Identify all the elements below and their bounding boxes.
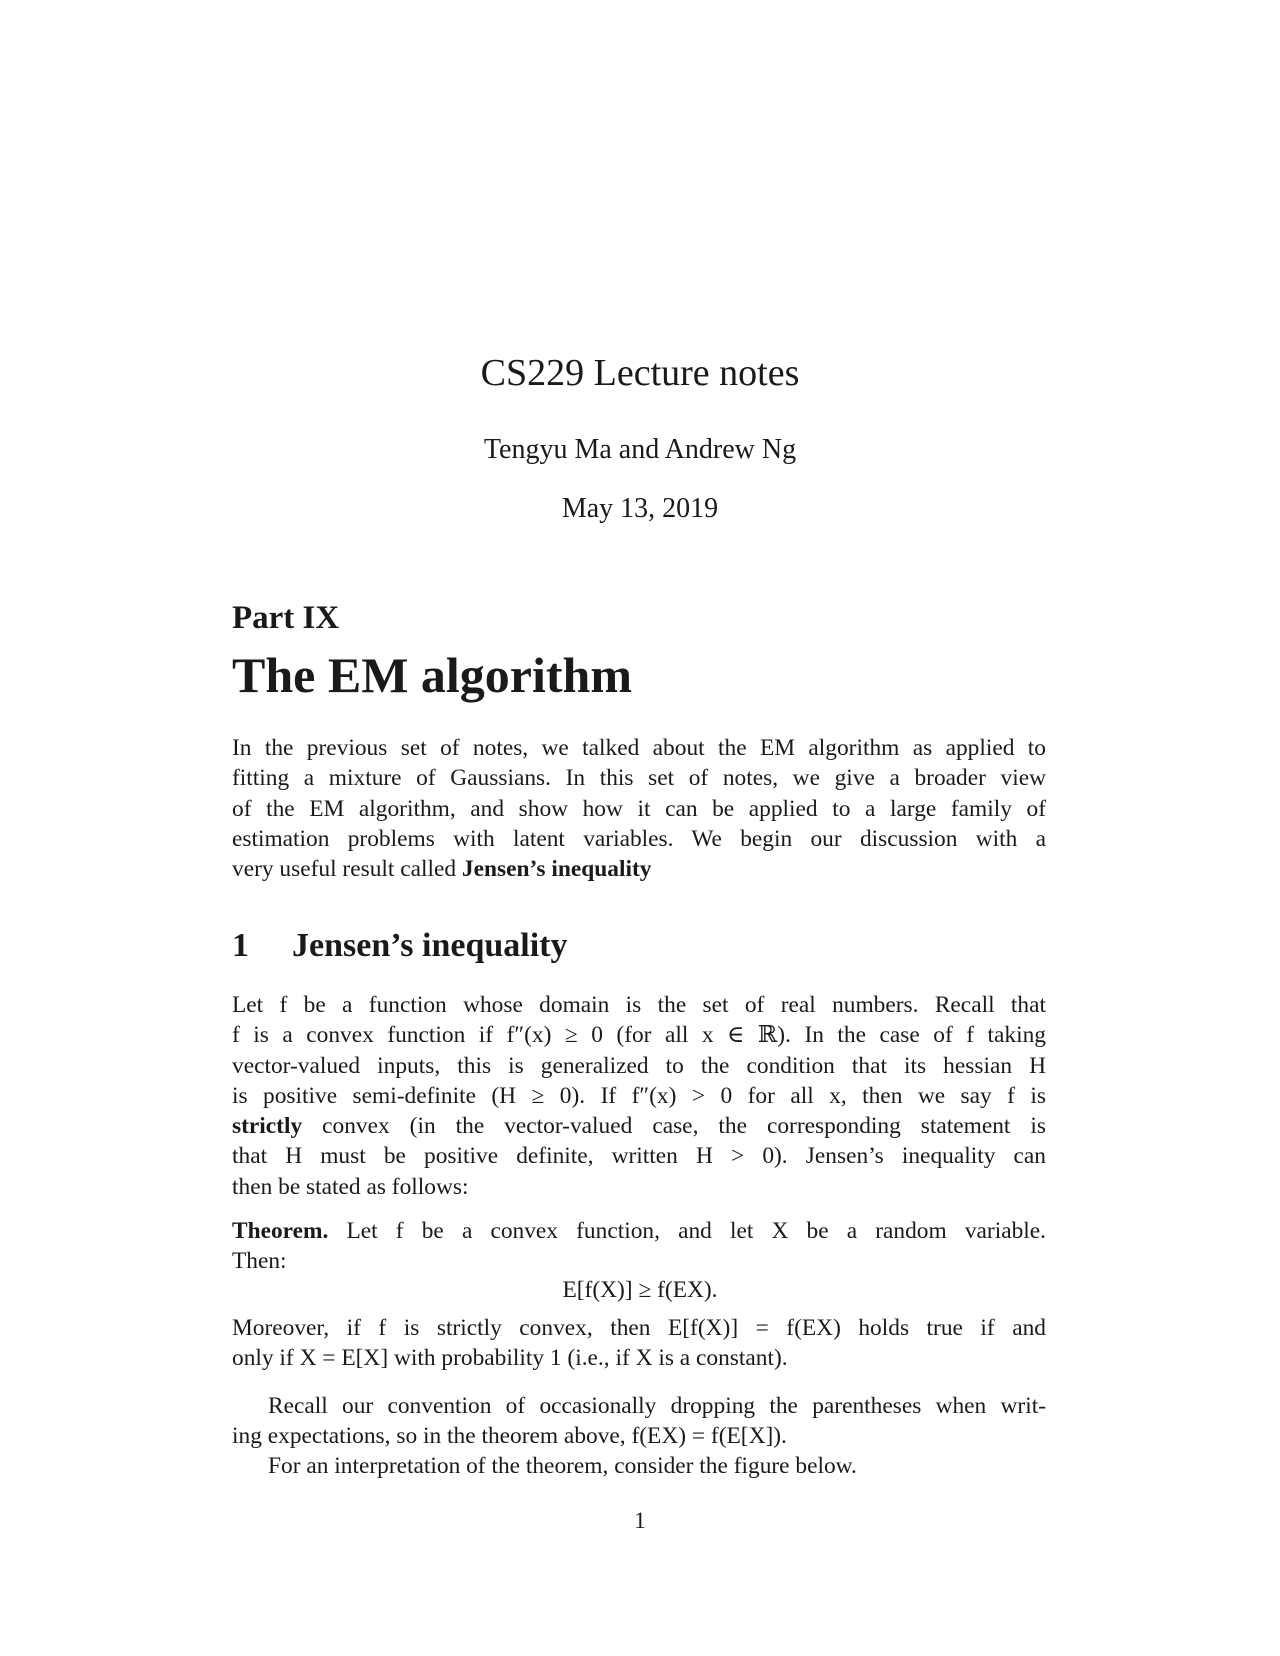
text-line: fitting a mixture of Gaussians. In this set of notes, we give a broader view: [232, 765, 1046, 792]
text-line: For an interpretation of the theorem, consider the figure below.: [268, 1453, 857, 1479]
text-line: estimation problems with latent variables. We begin our discussion with a: [232, 825, 1046, 852]
text-line: [232, 854, 1046, 884]
text-line: ing expectations, so in the theorem above, f(EX) = f(E[X]).: [232, 1423, 787, 1450]
recall-paragraph: [232, 1391, 1046, 1452]
text-line: In the previous set of notes, we talked about the EM algorithm as applied to: [232, 735, 1046, 761]
intro-paragraph: [232, 733, 1046, 884]
part-title: The EM algorithm: [232, 647, 632, 703]
document-title: CS229 Lecture notes: [480, 352, 800, 394]
convexity-paragraph: [232, 990, 1046, 1202]
jensen-equation: E[f(X)] ≥ f(EX).: [562, 1277, 718, 1303]
document-date: May 13, 2019: [561, 493, 719, 524]
text-fragment: convex (in the vector-valued case, the corresponding statement is: [302, 1113, 1046, 1140]
theorem-statement: [232, 1216, 1046, 1277]
bold-term: strictly: [232, 1113, 303, 1140]
page-number: 1: [634, 1508, 646, 1534]
text-line: only if X = E[X] with probability 1 (i.e., if X is a constant).: [232, 1345, 788, 1372]
text-line: Let f be a function whose domain is the set of real numbers. Recall that: [232, 992, 1046, 1018]
text-fragment: very useful result called: [232, 856, 462, 883]
section-number: 1: [232, 927, 249, 964]
document-authors: Tengyu Ma and Andrew Ng: [483, 434, 797, 465]
theorem-label: Theorem.: [232, 1218, 329, 1244]
part-label: Part IX: [232, 600, 340, 636]
text-line: then be stated as follows:: [232, 1173, 469, 1200]
text-line: [232, 1111, 1046, 1141]
text-line: of the EM algorithm, and show how it can be applied to a large family of: [232, 795, 1046, 822]
text-line: [232, 1216, 1046, 1246]
text-line: Then:: [232, 1248, 287, 1275]
text-line: is positive semi-definite (H ≥ 0). If f″(x) > 0 for all x, then we say f is: [232, 1082, 1046, 1109]
interpretation-paragraph: [232, 1451, 1046, 1481]
moreover-paragraph: [232, 1313, 1046, 1374]
text-line: Recall our convention of occasionally dropping the parentheses when writ-: [268, 1393, 1046, 1419]
text-line: Moreover, if f is strictly convex, then E[f(X)] = f(EX) holds true if and: [232, 1315, 1046, 1341]
text-line: that H must be positive definite, written H > 0). Jensen’s inequality can: [232, 1143, 1046, 1170]
bold-term: Jensen’s inequality: [461, 856, 652, 883]
section-title: Jensen’s inequality: [292, 927, 568, 964]
text-line: f is a convex function if f″(x) ≥ 0 (for all x ∈ ℝ). In the case of f taking: [232, 1022, 1046, 1049]
text-line: vector-valued inputs, this is generalized to the condition that its hessian H: [232, 1052, 1046, 1079]
text-fragment: Let f be a convex function, and let X be a random variable.: [328, 1218, 1046, 1244]
section-heading: [232, 925, 568, 967]
